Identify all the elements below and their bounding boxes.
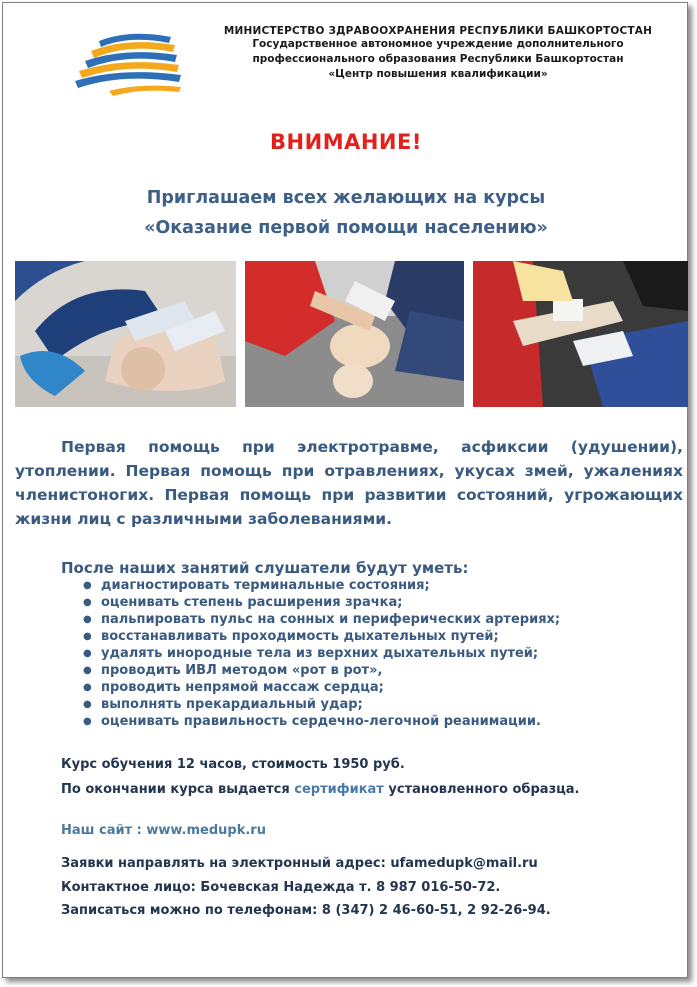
certificate-text-before: По окончании курса выдается xyxy=(61,782,295,797)
skill-text: восстанавливать проходимость дыхательных путей; xyxy=(101,629,499,644)
photo-bandaging xyxy=(473,261,688,407)
list-item xyxy=(83,696,560,713)
skill-text: удалять инородные тела из верхних дыхательных путей; xyxy=(101,646,539,661)
skill-text: диагностировать терминальные состояния; xyxy=(101,578,430,593)
skill-text: оценивать правильность сердечно-легочной реанимации. xyxy=(101,714,541,729)
bullet-icon: ● xyxy=(83,597,92,608)
list-item xyxy=(83,594,560,611)
bullet-icon: ● xyxy=(83,648,92,659)
skills-list xyxy=(83,577,560,730)
invite-line-2: «Оказание первой помощи населению» xyxy=(144,218,548,238)
skill-text: выполнять прекардиальный удар; xyxy=(101,697,363,712)
list-item xyxy=(83,645,560,662)
course-duration-price: Курс обучения 12 часов, стоимость 1950 руб. xyxy=(61,757,405,772)
bullet-icon: ● xyxy=(83,580,92,591)
list-item xyxy=(83,628,560,645)
list-item xyxy=(83,577,560,594)
invite-line-1: Приглашаем всех желающих на курсы xyxy=(146,188,546,208)
org-line-2: профессионального образования Республики Башкортостан xyxy=(252,53,624,65)
skill-text: проводить ИВЛ методом «рот в рот», xyxy=(101,663,383,678)
photo-cpr-mask xyxy=(15,261,236,407)
list-item xyxy=(83,679,560,696)
org-line-3: «Центр повышения квалификации» xyxy=(328,68,548,80)
list-item xyxy=(83,713,560,730)
list-item xyxy=(83,611,560,628)
certificate-text-after: установленного образца. xyxy=(383,782,580,797)
ministry-name: МИНИСТЕРСТВО ЗДРАВООХРАНЕНИЯ РЕСПУБЛИКИ БАШКОРТОСТАН xyxy=(223,25,653,37)
certificate-word: сертификат xyxy=(294,782,384,797)
skill-text: оценивать степень расширения зрачка; xyxy=(101,595,403,610)
organization-header xyxy=(203,25,673,82)
center-logo xyxy=(69,27,189,97)
bullet-icon: ● xyxy=(83,699,92,710)
skill-text: проводить непрямой массаж сердца; xyxy=(101,680,384,695)
phones-line: Записаться можно по телефонам: 8 (347) 2 46-60-51, 2 92-26-94. xyxy=(61,903,551,918)
flyer xyxy=(2,2,688,978)
bullet-icon: ● xyxy=(83,665,92,676)
bullet-icon: ● xyxy=(83,614,92,625)
intro-paragraph: Первая помощь при электротравме, асфиксии (удушении), утоплении. Первая помощь при отравлениях, укусах змей, ужалениях членистоногих. Первая помощь при развитии состояний, угрожающих жизни лиц с различными заболеваниями. xyxy=(15,438,683,528)
certificate-line xyxy=(61,782,579,797)
photo-strip xyxy=(15,261,695,409)
contact-person-line: Контактное лицо: Бочевская Надежда т. 8 987 016-50-72. xyxy=(61,880,501,895)
skill-text: пальпировать пульс на сонных и периферических артериях; xyxy=(101,612,561,627)
list-item xyxy=(83,662,560,679)
photo-cpr-manikin xyxy=(245,261,464,407)
email-line[interactable]: Заявки направлять на электронный адрес: ufamedupk@mail.ru xyxy=(61,856,538,871)
bullet-icon: ● xyxy=(83,631,92,642)
org-line-1: Государственное автономное учреждение дополнительного xyxy=(252,38,624,50)
invite-heading xyxy=(3,183,689,243)
skills-heading: После наших занятий слушатели будут уметь: xyxy=(61,559,469,577)
site-link[interactable]: Наш сайт : www.medupk.ru xyxy=(61,823,266,838)
attention-title: ВНИМАНИЕ! xyxy=(270,130,422,154)
bullet-icon: ● xyxy=(83,682,92,693)
bullet-icon: ● xyxy=(83,716,92,727)
